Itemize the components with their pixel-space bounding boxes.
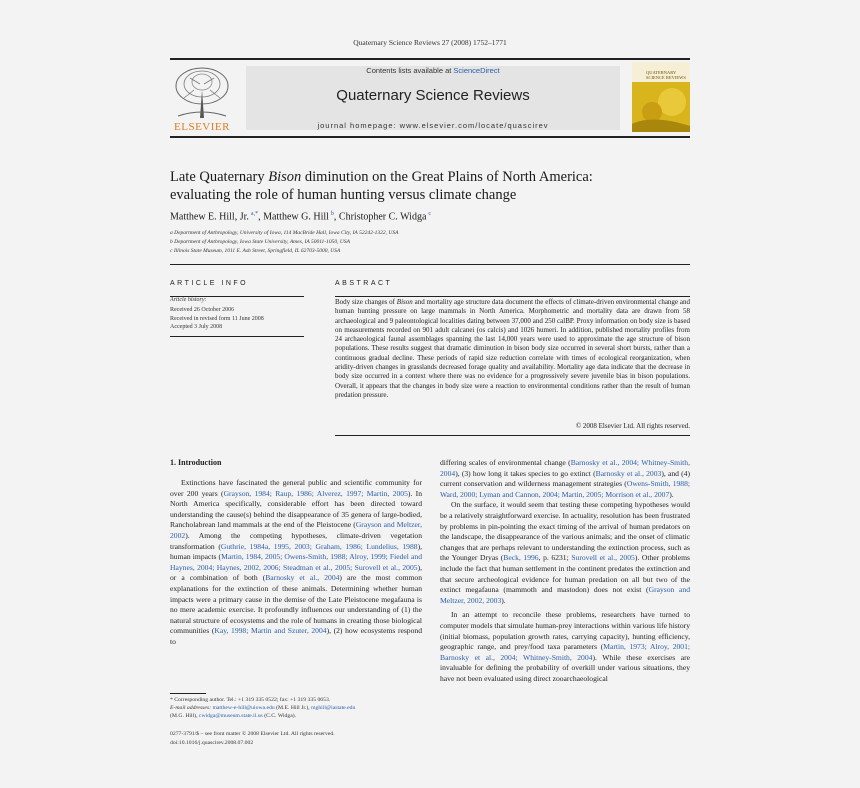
abstract-taxon: Bison bbox=[396, 298, 413, 306]
text: ) are the most common explanations for the extinction of these animals. Determining whether human impacts were a primary cause in the demise of the Late Pleistocene megafauna is no mere academic exercise. It profoundly influences our understanding of (1) the natural structure of ecosystems and the role of humans in creating those biological communities ( bbox=[170, 573, 423, 636]
text: ). bbox=[501, 595, 506, 605]
text: On the surface, it would seem that testing these competing hypotheses would be a relatively straightforward exercise. In actuality, resolution has been frustrated by problems in pin-pointing the exact timing of the arrival of human predators on the landscape, the disappearance of the various animals; and the onset of climatic changes that are perhaps relevant to understanding the extinction process, such as the Younger Dryas ( bbox=[440, 500, 690, 563]
article-info-bottom-rule bbox=[170, 336, 304, 337]
author-name: Matthew G. Hill bbox=[263, 211, 329, 223]
text: , p. 6231; bbox=[538, 553, 572, 563]
email-link[interactable]: matthew-e-hill@uiowa.edu bbox=[212, 705, 275, 711]
masthead-top-rule bbox=[170, 58, 690, 60]
paragraph-continued bbox=[440, 458, 690, 500]
journal-reference: Quaternary Science Reviews 27 (2008) 1752–1771 bbox=[353, 38, 507, 47]
email-owner: (M.E. Hill Jr.), bbox=[274, 705, 312, 711]
sciencedirect-link[interactable]: ScienceDirect bbox=[453, 66, 500, 75]
email-addresses bbox=[170, 704, 425, 720]
paragraph bbox=[170, 478, 422, 648]
intro-left-column bbox=[170, 478, 422, 648]
text: ). bbox=[669, 489, 674, 499]
journal-homepage[interactable]: journal homepage: www.elsevier.com/locate/quascirev bbox=[317, 121, 549, 130]
masthead-bottom-rule bbox=[170, 136, 690, 138]
text: ). Among the competing hypotheses, climate-driven vegetation transformation ( bbox=[170, 530, 422, 551]
article-title bbox=[170, 168, 690, 204]
text: ). While these exercises are invaluable for defining the probability of overkill under various situations, they have not been evaluated using direct zooarchaeological bbox=[440, 652, 691, 683]
email-link[interactable]: cwidga@museum.state.il.us bbox=[198, 713, 263, 719]
abstract-text: Body size changes of bbox=[335, 298, 397, 306]
citation-link[interactable]: Owens-Smith, 1988; Ward, 2000; Lyman and Cannon, 2004; Martin, 2005; Morrison et al., 2007 bbox=[440, 479, 690, 499]
citation-link[interactable]: Beck, 1996 bbox=[503, 553, 539, 563]
article-info-heading: ARTICLE INFO bbox=[170, 280, 249, 287]
citation-link[interactable]: Grayson and Meltzer, 2002 bbox=[170, 520, 422, 540]
contents-prefix: Contents lists available at bbox=[366, 66, 454, 75]
citation-link[interactable]: Martin, 1984, 2005; Owens-Smith, 1988; Alroy, 1999; Fiedel and Haynes, 2004; Haynes, 2002, 2006; Steadman et al., 2005; Surovell et al., 2005 bbox=[170, 552, 422, 572]
author-affil-mark[interactable]: b bbox=[330, 211, 334, 217]
contents-availability bbox=[246, 66, 620, 75]
citation-link[interactable]: Surovell et al., 2005 bbox=[571, 553, 635, 563]
affiliation-rule bbox=[170, 264, 690, 265]
email-owner: (C.C. Widga). bbox=[262, 713, 297, 719]
abstract-heading: ABSTRACT bbox=[335, 280, 393, 287]
paragraph bbox=[440, 610, 690, 684]
text: ). In North America specifically, considerable effort has been directed toward understanding the cause(s) behind the disappearance of 35 genera of large-bodied, Rancholabrean land mammals at the end of the Pleistocene ( bbox=[170, 488, 422, 530]
history-received: Received 26 October 2006 bbox=[170, 307, 235, 313]
section-heading-introduction: 1. Introduction bbox=[170, 458, 222, 467]
title-part: diminution on the Great Plains of North America: bbox=[301, 169, 593, 185]
email-link[interactable]: mghill@iastate.edu bbox=[311, 705, 356, 711]
affiliation: b Department of Anthropology, Iowa State University, Ames, IA 50011-1050, USA bbox=[170, 239, 350, 245]
history-revised: Received in revised form 11 June 2008 bbox=[170, 315, 264, 322]
email-label: E-mail addresses: bbox=[170, 705, 213, 711]
text: ), and (4) current conservation and wilderness management strategies ( bbox=[440, 468, 691, 489]
citation-link[interactable]: Martin, 1973; Alroy, 2001; Barnosky et al., 2004; Whitney-Smith, 2004 bbox=[440, 642, 691, 662]
history-accepted: Accepted 3 July 2008 bbox=[170, 324, 223, 330]
citation-link[interactable]: Grayson and Meltzer, 2002, 2003 bbox=[440, 585, 691, 605]
abstract-text: and mortality age structure data document the effects of climate-driven environmental change and human hunting pressure on large mammals in North America. Morphometric and mortality data are drawn from 58 archaeological and 9 paleontological localities dating between 37,000 and 250 calBP. Proxy information on body size is based on measurements recorded on 901 adult calcanei (os calcis) and 1026 humeri. In addition, published mortality profiles from 24 archaeological faunal assemblages spanning the last 14,000 years were used to approximate the age structure of bison populations. These results suggest that dramatic diminution in bison body size occurred in several short bursts, rather than a continuous gradual decline. These periods of rapid size reduction correlate with times of ecological reorganization, when aridity-driven changes in grasslands decreased forage quality and availability. Mortality age data indicate that the decrease in body size occurred in a context where there was no evidence for a progressively severe juvenile bias in bison populations. Overall, it appears that the changes in body size were a reaction to environmental conditions rather than the result of human predation pressure. bbox=[335, 298, 690, 399]
text: differing scales of environmental change ( bbox=[440, 458, 571, 467]
citation-link[interactable]: Grayson, 1984; Raup, 1986; Alverez, 1997; Martin, 2005 bbox=[223, 488, 408, 498]
text: Extinctions have fascinated the general public and scientific community for over 200 years ( bbox=[170, 478, 422, 498]
abstract-body bbox=[335, 298, 690, 400]
citation-link[interactable]: Barnosky et al., 2004 bbox=[265, 573, 340, 583]
email-owner: (M.G. Hill), bbox=[170, 713, 199, 719]
text: In an attempt to reconcile these problems, researchers have turned to computer models that simulate human-prey interactions within various life history (initial biomass, population growth rates, carrying capacity), hunting efficiency, geographic range, and prey/food taxa parameters ( bbox=[440, 610, 690, 652]
citation-link[interactable]: Barnosky et al., 2003 bbox=[595, 468, 662, 478]
citation-link[interactable]: Kay, 1998; Martin and Szuter, 2004 bbox=[214, 626, 327, 636]
intro-right-column bbox=[440, 458, 690, 684]
journal-cover-image bbox=[632, 62, 690, 132]
copyright-notice: © 2008 Elsevier Ltd. All rights reserved. bbox=[575, 422, 690, 430]
affiliation: c Illinois State Museum, 1011 E. Ash Street, Springfield, IL 62703-5000, USA bbox=[170, 248, 341, 254]
author-affil-mark[interactable]: c bbox=[428, 211, 432, 217]
paragraph bbox=[440, 500, 690, 606]
title-line-2: evaluating the role of human hunting versus climate change bbox=[170, 187, 517, 203]
author-name: Christopher C. Widga bbox=[338, 211, 427, 223]
text: ), or a combination of both ( bbox=[170, 562, 422, 583]
title-part: Late Quaternary bbox=[170, 169, 269, 185]
author-name: Matthew E. Hill, Jr. bbox=[170, 211, 249, 223]
author-list: Matthew E. Hill, Jr. $^{a,*}$, Matthew G. Hill $^b$, Christopher C. Widga $^c$ bbox=[170, 211, 432, 223]
journal-name: Quaternary Science Reviews bbox=[336, 87, 530, 104]
elsevier-wordmark: ELSEVIER bbox=[174, 121, 230, 133]
author-affil-mark[interactable]: a,* bbox=[250, 211, 259, 217]
text: ), (2) how ecosystems respond to bbox=[170, 626, 422, 646]
affiliation: a Department of Anthropology, University of Iowa, 114 MacBride Hall, Iowa City, IA 52242-1322, USA bbox=[170, 230, 399, 236]
text: ). Other problems include the fact that human settlement in the continent predates the extinction and that secure archeological evidence for human predation on all but two of the extinct megafauna (mammoth and mastodon) does not exist ( bbox=[440, 553, 691, 595]
article-history-label: Article history: bbox=[170, 297, 207, 303]
abstract-bottom-rule bbox=[335, 435, 690, 436]
text: ), human impacts ( bbox=[170, 541, 422, 562]
issn-front-matter: 0277-3791/$ – see front matter © 2008 Elsevier Ltd. All rights reserved. bbox=[170, 731, 335, 737]
text: ), (3) how long it takes species to go extinct ( bbox=[455, 468, 596, 478]
corresponding-author-note: * Corresponding author. Tel.: +1 319 335 0522; fax: +1 319 335 0653. bbox=[170, 697, 331, 703]
footnote-rule bbox=[170, 693, 206, 694]
citation-link[interactable]: Barnosky et al., 2004; Whitney-Smith, 2004 bbox=[440, 458, 690, 478]
title-taxon: Bison bbox=[268, 169, 302, 185]
citation-link[interactable]: Guthrie, 1984a, 1995, 2003; Graham, 1986; Lundelius, 1988 bbox=[220, 541, 418, 551]
cover-title: QUATERNARY SCIENCE REVIEWS bbox=[646, 70, 686, 80]
doi[interactable]: doi:10.1016/j.quascirev.2008.07.002 bbox=[170, 740, 254, 746]
abstract-rule bbox=[335, 296, 690, 297]
